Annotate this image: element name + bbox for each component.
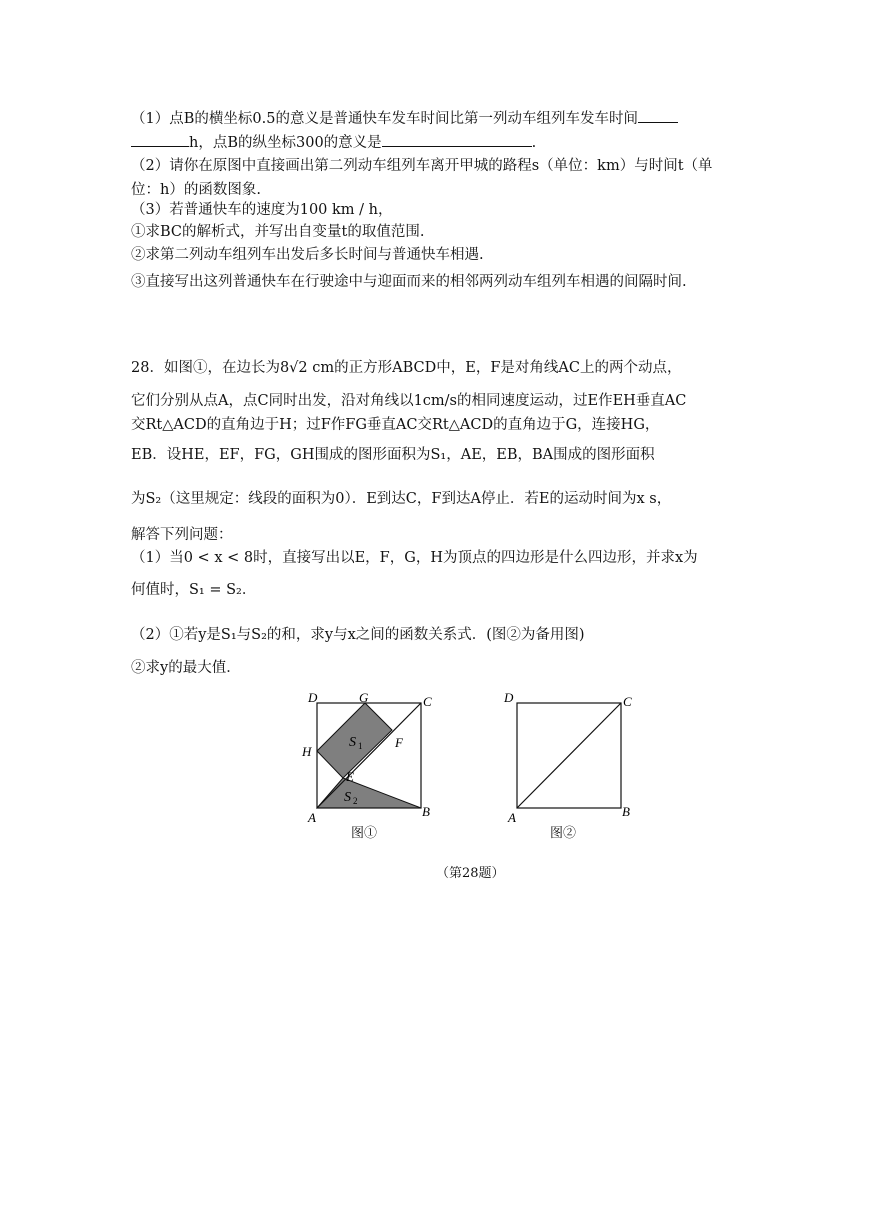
label-s1-sub: 1: [358, 741, 363, 751]
q1-sentence: （1）点B的横坐标0.5的意义是普通快车发车时间比第一列动车组列车发车时间: [131, 111, 638, 127]
q1-sentence-b: h，点B的纵坐标300的意义是: [189, 135, 382, 151]
diagonal-ac-2: [517, 703, 621, 808]
q3-item-2: ②求第二列动车组列车出发后多长时间与普通快车相遇.: [131, 247, 484, 263]
fig1-caption: 图①: [351, 826, 378, 841]
p28-line-9: （2）①若y是S₁与S₂的和，求y与x之间的函数关系式．(图②为备用图): [131, 627, 585, 643]
label-s1: S: [349, 735, 356, 750]
answer-blank[interactable]: [131, 132, 189, 147]
p28-line-7: （1）当0 < x < 8时，直接写出以E，F，G，H为顶点的四边形是什么四边形，并求x为: [131, 550, 698, 566]
label-c: C: [623, 694, 632, 709]
label-s2: S: [344, 790, 351, 805]
p28-line-5: 为S₂（这里规定：线段的面积为0）．E到达C，F到达A停止．若E的运动时间为x s，: [131, 491, 672, 507]
p28-line-10: ②求y的最大值．: [131, 660, 241, 676]
problem-caption: （第28题）: [436, 866, 505, 881]
answer-blank[interactable]: [382, 132, 532, 147]
label-c: C: [423, 694, 432, 709]
p28-line-4: EB．设HE，EF，FG，GH围成的图形面积为S₁，AE，EB，BA围成的图形面积: [131, 447, 655, 463]
label-g: G: [359, 690, 369, 705]
label-a: A: [508, 810, 516, 825]
answer-blank[interactable]: [638, 108, 678, 123]
label-f: F: [395, 735, 403, 750]
q1-text-a: [131, 108, 678, 129]
label-d: D: [308, 690, 318, 705]
q3-item-1: ①求BC的解析式，并写出自变量t的取值范围.: [131, 224, 425, 240]
p28-line-2: 它们分别从点A，点C同时出发，沿对角线以1cm/s的相同速度运动，过E作EH垂直AC: [131, 393, 687, 409]
fig2-caption: 图②: [550, 826, 577, 841]
label-d: D: [504, 690, 514, 705]
q3-item-3: ③直接写出这列普通快车在行驶途中与迎面而来的相邻两列动车组列车相遇的间隔时间.: [131, 274, 687, 290]
p28-line-3: 交Rt△ACD的直角边于H；过F作FG垂直AC交Rt△ACD的直角边于G，连接HG，: [131, 417, 660, 433]
p28-line-1: 28．如图①，在边长为8√2 cm的正方形ABCD中，E，F是对角线AC上的两个动点，: [131, 360, 682, 376]
label-b: B: [622, 804, 630, 819]
label-e: E: [346, 769, 354, 784]
label-b: B: [422, 804, 430, 819]
label-s2-sub: 2: [353, 796, 358, 806]
label-a: A: [308, 810, 316, 825]
label-h: H: [302, 744, 312, 759]
q1-period: .: [531, 135, 537, 151]
q3-intro: （3）若普通快车的速度为100 km / h，: [131, 202, 393, 218]
q1-text-b: [131, 132, 536, 153]
q2-line-a: （2）请你在原图中直接画出第二列动车组列车离开甲城的路程s（单位：km）与时间t（单: [131, 158, 713, 174]
p28-line-8: 何值时，S₁ = S₂．: [131, 582, 257, 598]
p28-line-6: 解答下列问题：: [131, 527, 233, 543]
q2-line-b: 位：h）的函数图象.: [131, 182, 261, 198]
